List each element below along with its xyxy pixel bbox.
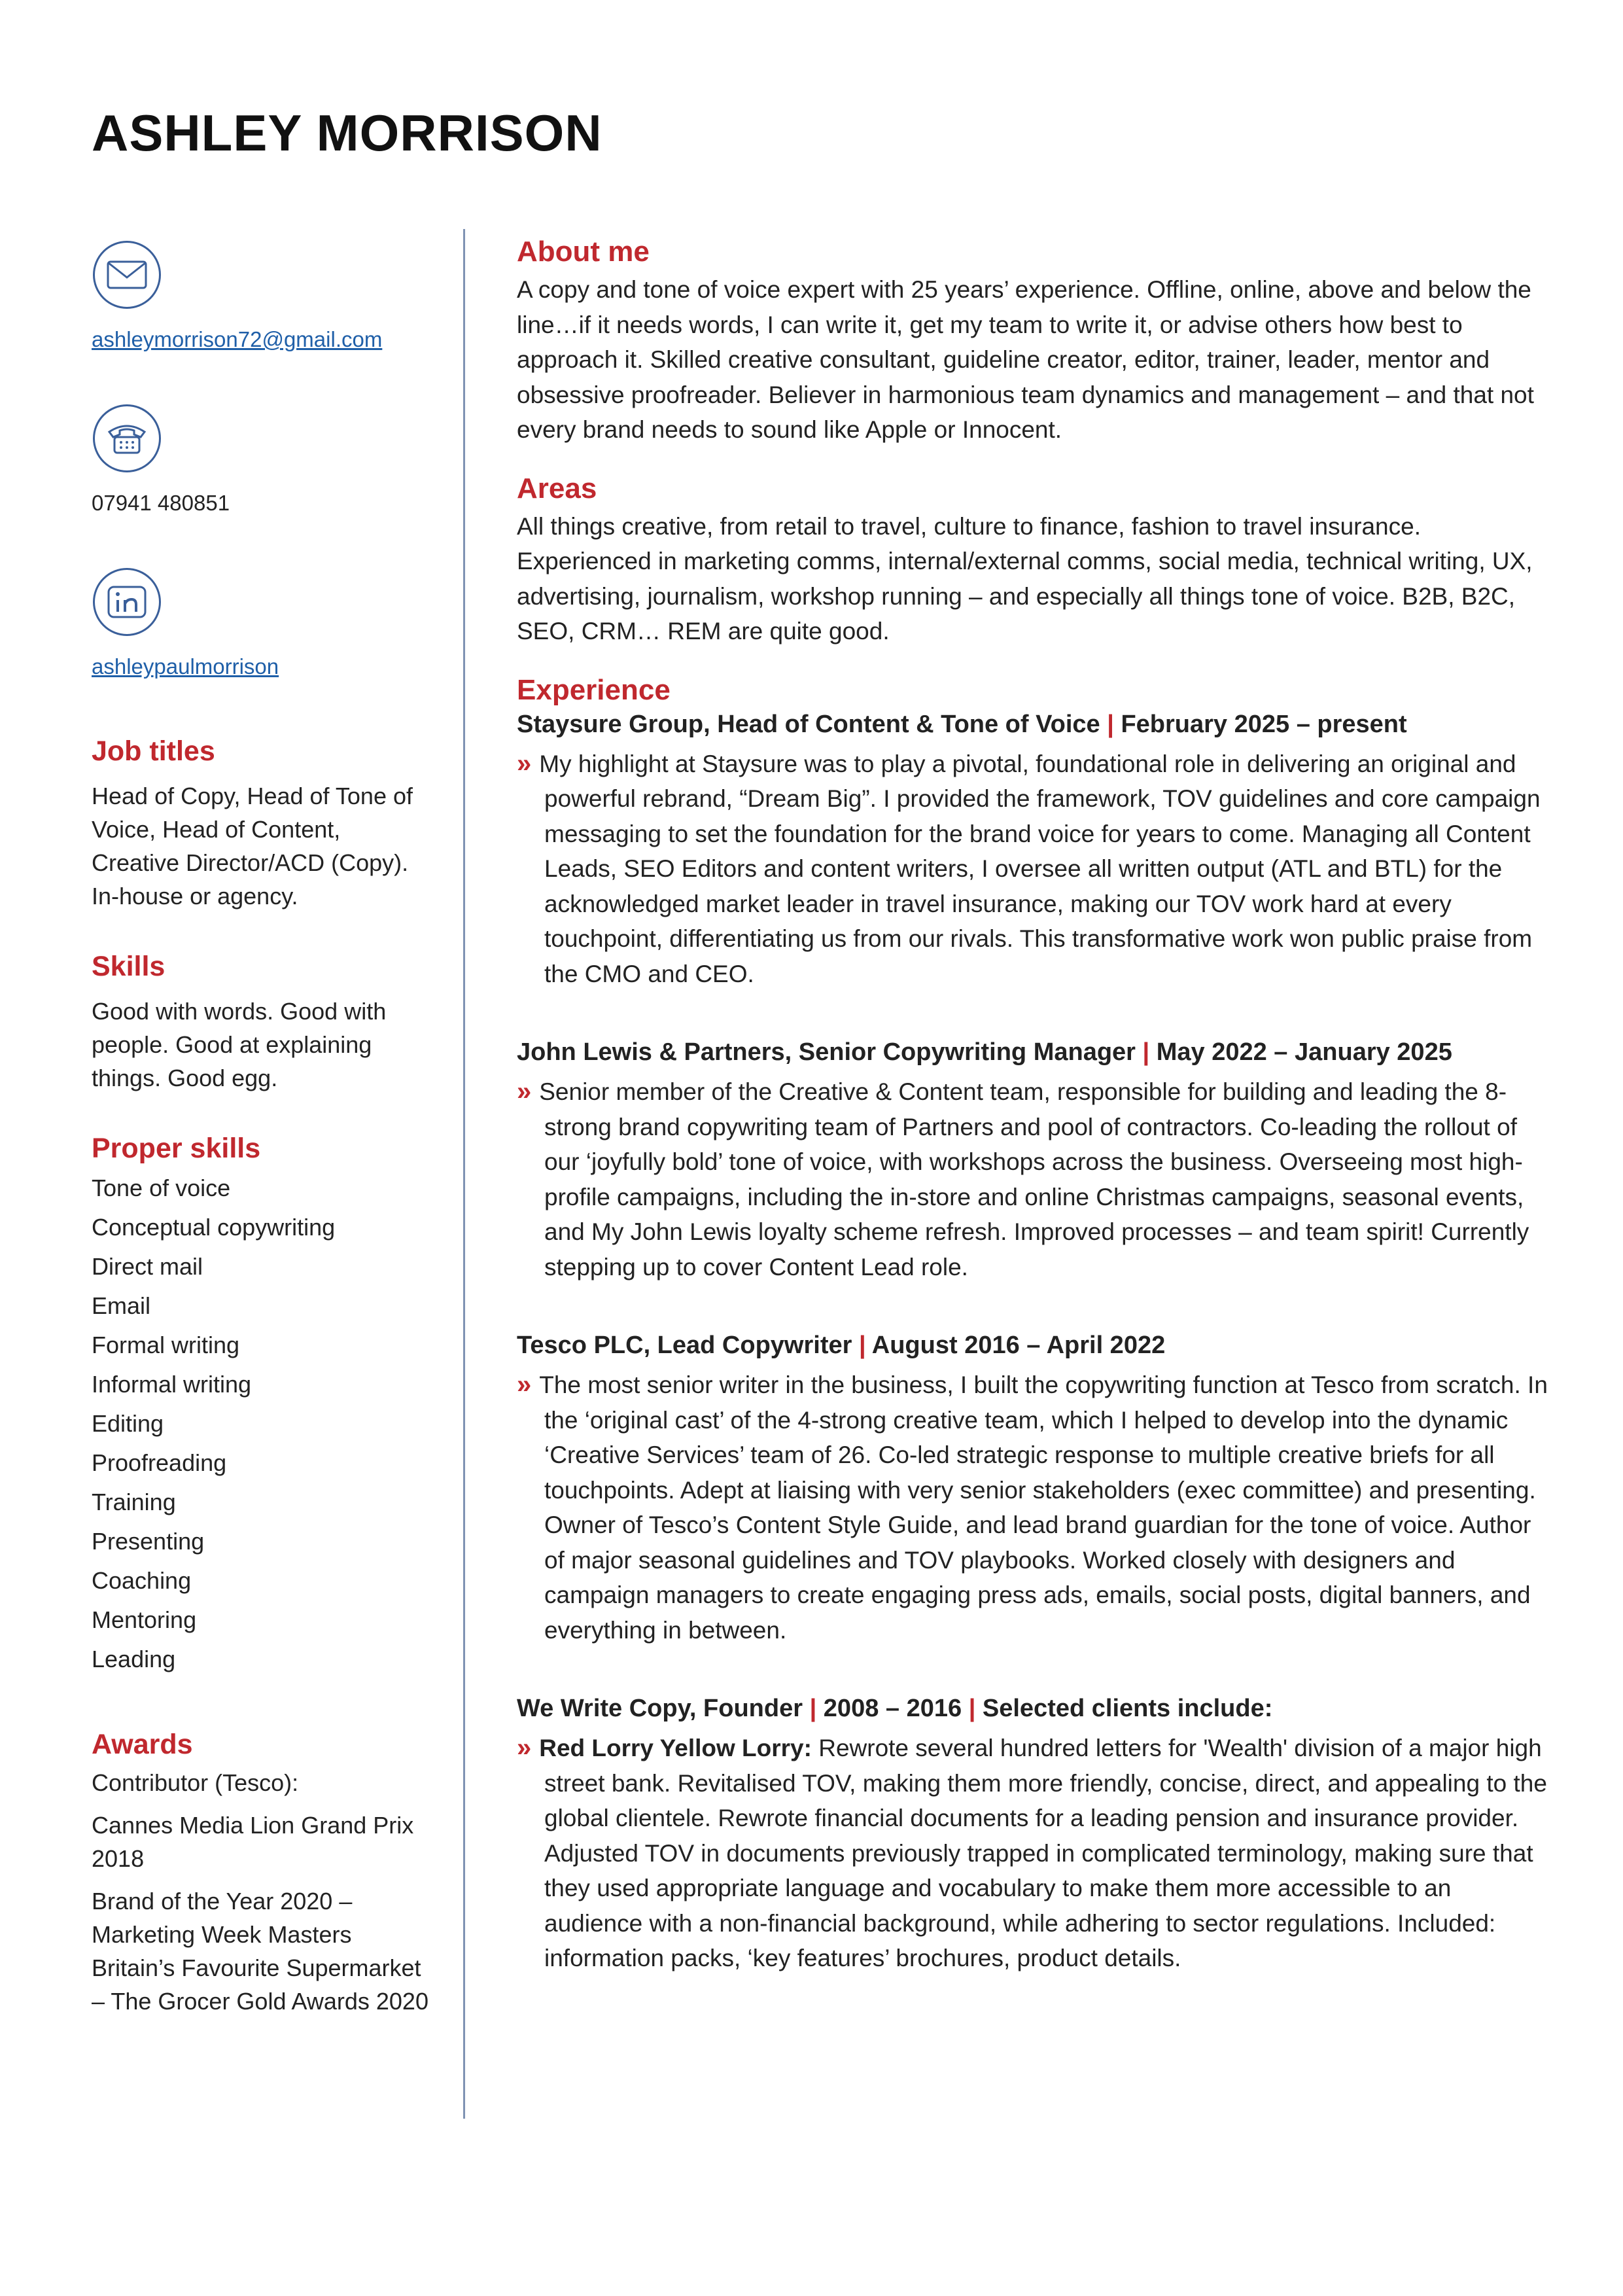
job-role: John Lewis & Partners, Senior Copywriting Manager bbox=[517, 1038, 1136, 1066]
job-description bbox=[517, 1074, 1550, 1284]
linkedin-icon bbox=[93, 568, 161, 636]
separator: | bbox=[809, 1695, 817, 1722]
sidebar bbox=[92, 241, 432, 2056]
linkedin-link[interactable]: ashleypaulmorrison bbox=[92, 654, 279, 679]
job-extra: Selected clients include: bbox=[982, 1695, 1273, 1722]
list-item: Conceptual copywriting bbox=[92, 1214, 336, 1241]
award-item: Contributor (Tesco): bbox=[92, 1769, 299, 1796]
proper-skills-section bbox=[92, 1133, 432, 1679]
areas-section bbox=[517, 472, 1550, 649]
list-item: Informal writing bbox=[92, 1371, 252, 1398]
job-titles-heading: Job titles bbox=[92, 735, 215, 767]
about-text: A copy and tone of voice expert with 25 years’ experience. Offline, online, above and below the line…if it needs words, I can write it, get my team to write it, or advise others how best to approach it. Skilled creative consultant, guideline creator, editor, trainer, leader, mentor and obsessive proofreader. Believer in harmonious team dynamics and management – and that not every brand needs to sound like Apple or Innocent. bbox=[517, 276, 1534, 443]
job-role: Staysure Group, Head of Content & Tone of Voice bbox=[517, 710, 1100, 738]
client-name: Red Lorry Yellow Lorry: bbox=[539, 1735, 812, 1761]
areas-text: All things creative, from retail to travel, culture to finance, fashion to travel insurance. Experienced in marketing comms, internal/external comms, social media, technical writing, UX, advertising, journalism, workshop running – and especially all things tone of voice. B2B, B2C, SEO, CRM… REM are quite good. bbox=[517, 512, 1533, 645]
bullet-icon: » bbox=[517, 1733, 532, 1762]
list-item: Presenting bbox=[92, 1528, 205, 1555]
proper-skills-list bbox=[92, 1169, 432, 1679]
about-section bbox=[517, 236, 1550, 448]
job-dates: August 2016 – April 2022 bbox=[871, 1332, 1166, 1359]
job-role: Tesco PLC, Lead Copywriter bbox=[517, 1332, 852, 1359]
job-title bbox=[517, 711, 1550, 739]
list-item: Email bbox=[92, 1292, 151, 1319]
list-item: Training bbox=[92, 1489, 176, 1515]
envelope-icon bbox=[93, 241, 161, 309]
list-item: Editing bbox=[92, 1410, 164, 1437]
bullet-icon: » bbox=[517, 1077, 532, 1106]
phone-number: 07941 480851 bbox=[92, 491, 230, 515]
job-description bbox=[517, 747, 1550, 992]
skills-section bbox=[92, 951, 432, 1095]
skills-text: Good with words. Good with people. Good at explaining things. Good egg. bbox=[92, 998, 387, 1091]
job-description-text: The most senior writer in the business, I built the copywriting function at Tesco from scratch. In the ‘original cast’ of the 4-strong creative team, which I helped to develop into the dynamic ‘Creative Services’ team of 26. Co-led strategic response to multiple creative briefs for all touchpoints. Adept at liaising with very senior stakeholders (exec committee) and presenting. Owner of Tesco’s Content Style Guide, and lead brand guardian for the tone of voice. Author of major seasonal guidelines and TOV playbooks. Worked closely with designers and campaign managers to create engaging press ads, emails, social posts, digital banners, and everything in between. bbox=[539, 1371, 1548, 1644]
job-description-text: Senior member of the Creative & Content team, responsible for building and leading the 8-strong brand copywriting team of Partners and pool of contractors. Co-leading the rollout of our ‘joyfully bold’ tone of voice, with workshops across the business. Overseeing most high-profile campaigns, including the in-store and online Christmas campaigns, seasonal events, and My John Lewis loyalty scheme refresh. Improved processes – and team spirit! Currently stepping up to cover Content Lead role. bbox=[539, 1078, 1529, 1280]
separator: | bbox=[858, 1332, 866, 1359]
job-role: We Write Copy, Founder bbox=[517, 1695, 803, 1722]
job-description bbox=[517, 1368, 1550, 1648]
linkedin-contact bbox=[92, 568, 432, 679]
job-description-text: Rewrote several hundred letters for 'Wealth' division of a major high street bank. Revitalised TOV, making them more friendly, concise, direct, and appealing to the global clientele. Rewrote financial documents for a leading pension and insurance provider. Adjusted TOV in documents previously trapped in complicated terminology, making sure that they used appropriate language and vocabulary to make them more accessible to an audience with a non-financial background, while adhering to sector regulations. Included: information packs, ‘key features’ brochures, product details. bbox=[544, 1735, 1547, 1971]
job-title bbox=[517, 1332, 1550, 1360]
list-item: Tone of voice bbox=[92, 1174, 231, 1201]
column-divider bbox=[463, 229, 465, 2119]
candidate-name: ASHLEY MORRISON bbox=[92, 104, 602, 162]
awards-heading: Awards bbox=[92, 1729, 193, 1760]
telephone-icon bbox=[93, 404, 161, 472]
job-description-text: My highlight at Staysure was to play a pivotal, foundational role in delivering an original and powerful rebrand, “Dream Big”. I provided the framework, TOV guidelines and core campaign messaging to set the foundation for the brand voice for years to come. Managing all Content Leads, SEO Editors and content writers, I oversee all written output (ATL and BTL) for the acknowledged market leader in travel insurance, making our TOV work hard at every touchpoint, differentiating us from our rivals. This transformative work won public praise from the CMO and CEO. bbox=[539, 750, 1541, 987]
skills-heading: Skills bbox=[92, 951, 166, 982]
areas-heading: Areas bbox=[517, 472, 597, 504]
job-entry bbox=[517, 1038, 1550, 1284]
about-heading: About me bbox=[517, 236, 650, 268]
separator: | bbox=[1107, 710, 1114, 738]
job-entry bbox=[517, 1332, 1550, 1648]
job-titles-section bbox=[92, 735, 432, 913]
job-entry-founder bbox=[517, 1695, 1550, 1976]
separator: | bbox=[1142, 1038, 1150, 1066]
email-contact bbox=[92, 241, 432, 352]
job-description bbox=[517, 1731, 1550, 1976]
proper-skills-heading: Proper skills bbox=[92, 1133, 261, 1164]
job-entry bbox=[517, 711, 1550, 992]
bullet-icon: » bbox=[517, 749, 532, 778]
job-dates: May 2022 – January 2025 bbox=[1156, 1038, 1452, 1066]
job-title bbox=[517, 1695, 1550, 1723]
job-dates: February 2025 – present bbox=[1121, 710, 1407, 738]
award-item: Brand of the Year 2020 – Marketing Week Masters Britain’s Favourite Supermarket – The Grocer Gold Awards 2020 bbox=[92, 1888, 428, 2015]
job-titles-text: Head of Copy, Head of Tone of Voice, Head of Content, Creative Director/ACD (Copy). In-house or agency. bbox=[92, 783, 413, 910]
job-title bbox=[517, 1038, 1550, 1067]
experience-heading: Experience bbox=[517, 673, 671, 706]
list-item: Proofreading bbox=[92, 1449, 227, 1476]
phone-contact bbox=[92, 404, 432, 516]
separator: | bbox=[968, 1695, 976, 1722]
awards-section bbox=[92, 1729, 432, 2018]
list-item: Formal writing bbox=[92, 1332, 240, 1358]
job-dates: 2008 – 2016 bbox=[823, 1695, 962, 1722]
main-content bbox=[517, 236, 1550, 2023]
list-item: Leading bbox=[92, 1646, 176, 1672]
list-item: Direct mail bbox=[92, 1253, 203, 1280]
bullet-icon: » bbox=[517, 1370, 532, 1399]
email-link[interactable]: ashleymorrison72@gmail.com bbox=[92, 327, 383, 351]
award-item: Cannes Media Lion Grand Prix 2018 bbox=[92, 1812, 414, 1872]
list-item: Mentoring bbox=[92, 1606, 197, 1633]
list-item: Coaching bbox=[92, 1567, 192, 1594]
experience-section bbox=[517, 674, 1550, 1976]
